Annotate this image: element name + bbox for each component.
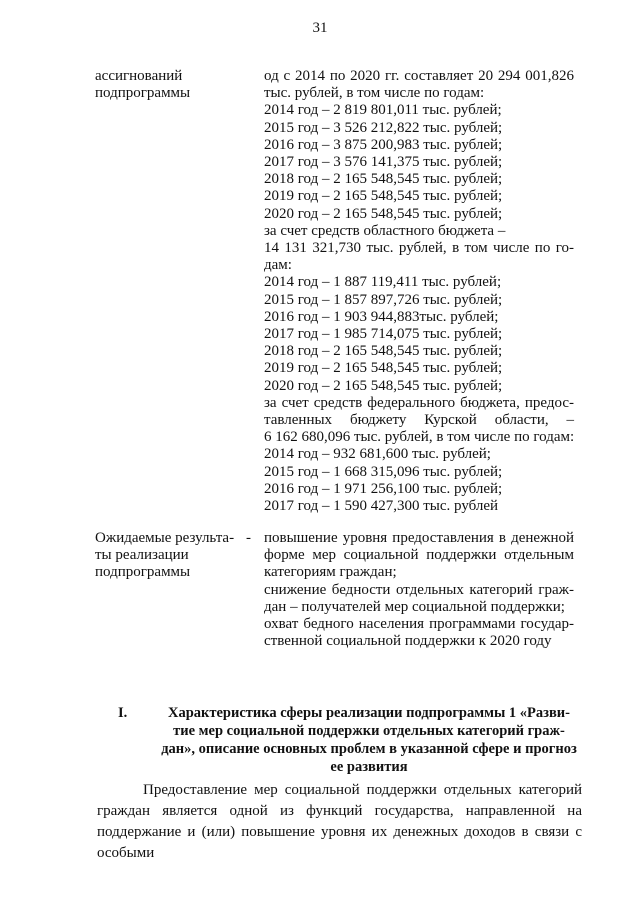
section-number: I. bbox=[118, 705, 128, 721]
value-line: тавленных бюджету Курской области, – bbox=[264, 412, 574, 429]
funding-value bbox=[264, 68, 574, 515]
value-line: за счет средств областного бюджета – bbox=[264, 222, 506, 239]
results-label-line: ты реализации bbox=[95, 547, 189, 564]
value-line: 2016 год – 1 971 256,100 тыс. рублей; bbox=[264, 480, 503, 497]
value-line: од с 2014 по 2020 гг. составляет 20 294 001,826 bbox=[264, 68, 574, 84]
section-title-line: Характеристика сферы реализации подпрограммы 1 «Разви- bbox=[167, 705, 570, 721]
value-line: форме мер социальной поддержки отдельным bbox=[264, 547, 574, 564]
value-line: 2016 год – 3 875 200,983 тыс. рублей; bbox=[264, 136, 503, 153]
value-line: ственной социальной поддержки к 2020 году bbox=[264, 633, 552, 650]
funding-label-line: подпрограммы bbox=[95, 85, 191, 102]
body-paragraph-text: Предоставление мер социальной поддержки отдельных категорий граждан является одной из функций государства, направленной на поддержание и (или) повышение уровня их денежных доходов в связи с особыми bbox=[97, 782, 582, 861]
value-line: 2019 год – 2 165 548,545 тыс. рублей; bbox=[264, 188, 503, 205]
page-number: 31 bbox=[312, 20, 328, 36]
value-line: категориям граждан; bbox=[264, 564, 397, 581]
value-line: 2017 год – 3 576 141,375 тыс. рублей; bbox=[264, 154, 503, 171]
results-dash: - bbox=[246, 530, 251, 546]
value-line: дан – получателей мер социальной поддержки; bbox=[264, 598, 565, 615]
results-label-line: Ожидаемые результа- bbox=[95, 530, 235, 546]
value-line: 2020 год – 2 165 548,545 тыс. рублей; bbox=[264, 377, 503, 394]
value-line: 2014 год – 932 681,600 тыс. рублей; bbox=[264, 446, 491, 463]
value-line: 2018 год – 2 165 548,545 тыс. рублей; bbox=[264, 171, 503, 188]
value-line: 2014 год – 1 887 119,411 тыс. рублей; bbox=[264, 274, 502, 291]
value-line: 2015 год – 1 668 315,096 тыс. рублей; bbox=[264, 463, 503, 480]
value-line: 14 131 321,730 тыс. рублей, в том числе по го- bbox=[264, 240, 574, 257]
section-title-line: ее развития bbox=[330, 759, 408, 775]
value-line: 2015 год – 3 526 212,822 тыс. рублей; bbox=[264, 119, 503, 136]
value-line: снижение бедности отдельных категорий граж- bbox=[264, 581, 574, 598]
value-line: 2018 год – 2 165 548,545 тыс. рублей; bbox=[264, 343, 503, 360]
value-line: 2015 год – 1 857 897,726 тыс. рублей; bbox=[264, 291, 503, 308]
value-line: 2017 год – 1 985 714,075 тыс. рублей; bbox=[264, 326, 503, 343]
section-title-line: тие мер социальной поддержки отдельных категорий граж- bbox=[173, 723, 565, 739]
value-line: охват бедного населения программами государ- bbox=[264, 616, 574, 633]
section-title bbox=[158, 704, 580, 776]
value-line: за счет средств федерального бюджета, предос- bbox=[264, 394, 574, 411]
value-line: 2017 год – 1 590 427,300 тыс. рублей bbox=[264, 498, 499, 515]
body-paragraph bbox=[97, 780, 582, 864]
results-label-line: подпрограммы bbox=[95, 564, 191, 581]
value-line: 6 162 680,096 тыс. рублей, в том числе по годам: bbox=[264, 429, 575, 446]
results-label bbox=[95, 530, 245, 582]
value-line: 2016 год – 1 903 944,883тыс. рублей; bbox=[264, 308, 499, 325]
funding-label bbox=[95, 68, 245, 102]
results-value bbox=[264, 530, 574, 650]
value-line: 2020 год – 2 165 548,545 тыс. рублей; bbox=[264, 205, 503, 222]
value-line: повышение уровня предоставления в денежной bbox=[264, 530, 574, 546]
value-line: тыс. рублей, в том числе по годам: bbox=[264, 85, 485, 102]
value-line: 2014 год – 2 819 801,011 тыс. рублей; bbox=[264, 102, 502, 119]
funding-label-line: ассигнований bbox=[95, 68, 183, 84]
value-line: дам: bbox=[264, 257, 292, 274]
section-title-line: дан», описание основных проблем в указанной сфере и прогноз bbox=[161, 741, 577, 757]
value-line: 2019 год – 2 165 548,545 тыс. рублей; bbox=[264, 360, 503, 377]
